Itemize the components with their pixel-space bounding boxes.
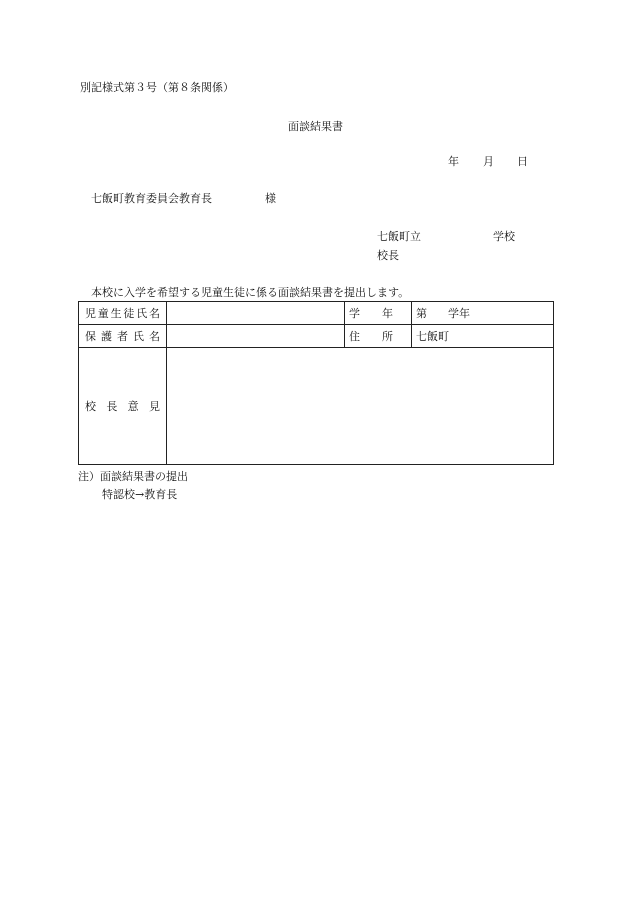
intro-text: 本校に入学を希望する児童生徒に係る面談結果書を提出します。 <box>91 286 410 299</box>
student-name-label-cell <box>79 302 167 325</box>
address-label-cell <box>345 325 412 348</box>
guardian-name-label-cell <box>79 325 167 348</box>
note-body: 特認校→教育長 <box>102 488 178 501</box>
address-value: 七飯町 <box>416 330 449 343</box>
form-number: 別記様式第３号（第８条関係） <box>80 81 234 94</box>
table-row-opinion <box>79 348 554 465</box>
grade-prefix: 第 <box>416 307 427 320</box>
guardian-name-field[interactable] <box>167 325 345 348</box>
address-label: 住 所 <box>349 330 393 343</box>
principal-opinion-label-cell <box>79 348 167 465</box>
student-name-label: 児童生徒氏名 <box>85 307 160 320</box>
guardian-name-label: 保護者氏名 <box>85 330 160 343</box>
addressee-honorific: 様 <box>265 192 276 205</box>
note-title: 注）面談結果書の提出 <box>78 470 188 483</box>
student-name-field[interactable] <box>167 302 345 325</box>
interview-result-table <box>78 301 554 465</box>
document-title: 面談結果書 <box>288 120 343 133</box>
sender-town: 七飯町立 <box>377 230 421 243</box>
grade-label-cell <box>345 302 412 325</box>
principal-opinion-label: 校長意見 <box>85 400 160 413</box>
sender-school-suffix: 学校 <box>493 230 515 243</box>
date-month-label: 月 <box>483 155 494 168</box>
table-row-student <box>79 302 554 325</box>
grade-field[interactable] <box>412 302 554 325</box>
principal-opinion-field[interactable] <box>167 348 554 465</box>
date-year-label: 年 <box>448 155 459 168</box>
address-field[interactable] <box>412 325 554 348</box>
addressee-name: 七飯町教育委員会教育長 <box>91 192 212 205</box>
table-row-guardian <box>79 325 554 348</box>
grade-suffix: 学年 <box>448 307 470 320</box>
date-day-label: 日 <box>517 155 528 168</box>
grade-label: 学 年 <box>349 307 393 320</box>
sender-title: 校長 <box>377 249 399 262</box>
